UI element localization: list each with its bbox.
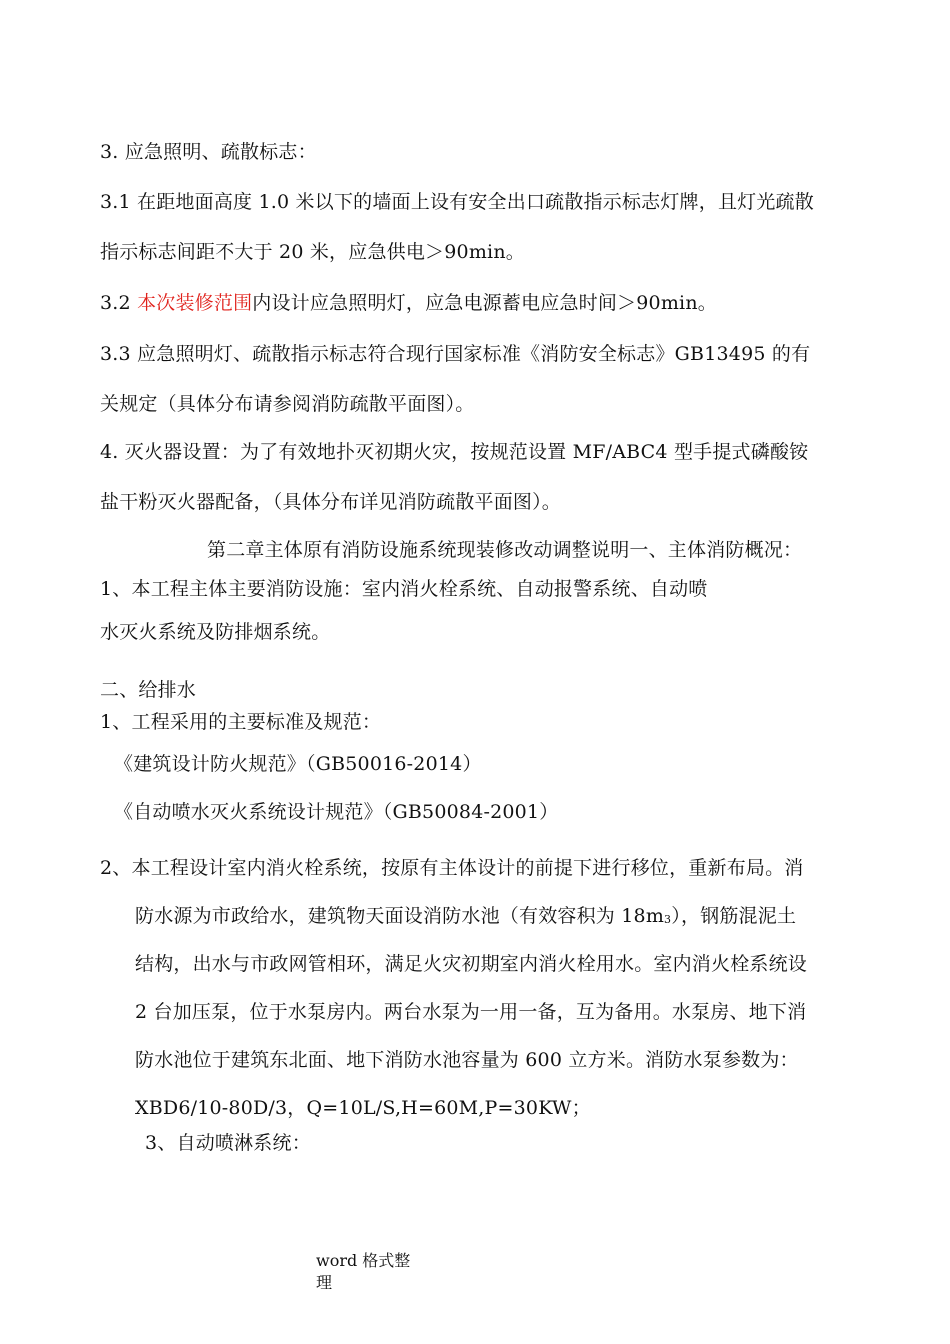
item-1-line-2: 水灭火系统及防排烟系统。 xyxy=(100,621,331,643)
item-2-line-2-b: ），钢筋混泥土 xyxy=(671,905,797,927)
item-2-line-3: 结构，出水与市政网管相环，满足火灾初期室内消火栓用水。室内消火栓系统设 xyxy=(135,953,808,975)
chapter-2-heading: 第二章主体原有消防设施系统现装修改动调整说明一、主体消防概况： xyxy=(207,539,803,561)
item-2-line-2-a: 防水源为市政给水，建筑物天面设消防水池（有效容积为 18m xyxy=(135,905,665,927)
item-2-line-6: XBD6/10-80D/3，Q=10L/S,H=60M,P=30KW； xyxy=(135,1097,591,1119)
section-2-heading: 二、给排水 xyxy=(100,679,197,701)
section-3-1-line-1: 3.1 在距地面高度 1.0 米以下的墙面上设有安全出口疏散指示标志灯牌，且灯光疏散 xyxy=(100,191,814,213)
standard-1: 《建筑设计防火规范》（GB50016-2014） xyxy=(114,753,482,775)
section-4-line-2: 盐干粉灭火器配备，（具体分布详见消防疏散平面图）。 xyxy=(100,491,562,513)
section-3-2-rest: 内设计应急照明灯，应急电源蓄电应急时间＞90min。 xyxy=(252,292,717,314)
standard-2: 《自动喷水灭火系统设计规范》（GB50084-2001） xyxy=(114,801,559,823)
section-2-item-1: 1、工程采用的主要标准及规范： xyxy=(100,711,382,733)
section-3-2-highlight: 本次装修范围 xyxy=(137,292,253,314)
section-3-1-line-2: 指示标志间距不大于 20 米，应急供电＞90min。 xyxy=(100,241,525,263)
section-3-3-line-2: 关规定（具体分布请参阅消防疏散平面图）。 xyxy=(100,393,475,415)
page-footer: word 格式整理 xyxy=(316,1251,411,1292)
item-3-heading: 3、自动喷淋系统： xyxy=(145,1132,311,1154)
section-3-2-line xyxy=(100,291,717,315)
section-4-line-1: 4. 灭火器设置：为了有效地扑灭初期火灾，按规范设置 MF/ABC4 型手提式磷酸铵 xyxy=(100,441,809,463)
item-2-line-4: 2 台加压泵，位于水泵房内。两台水泵为一用一备，互为备用。水泵房、地下消 xyxy=(135,1001,807,1023)
section-3-2-prefix: 3.2 xyxy=(100,292,138,314)
item-2-line-1: 2、本工程设计室内消火栓系统，按原有主体设计的前提下进行移位，重新布局。消 xyxy=(100,857,804,879)
item-2-line-2 xyxy=(135,904,796,932)
item-2-line-5: 防水池位于建筑东北面、地下消防水池容量为 600 立方米。消防水泵参数为： xyxy=(135,1049,799,1071)
item-2-subscript: 3 xyxy=(664,913,672,926)
section-3-3-line-1: 3.3 应急照明灯、疏散指示标志符合现行国家标准《消防安全标志》GB13495 的有 xyxy=(100,343,811,365)
item-1-line-1: 1、本工程主体主要消防设施：室内消火栓系统、自动报警系统、自动喷 xyxy=(100,578,708,600)
section-3-heading: 3. 应急照明、疏散标志： xyxy=(100,141,317,163)
